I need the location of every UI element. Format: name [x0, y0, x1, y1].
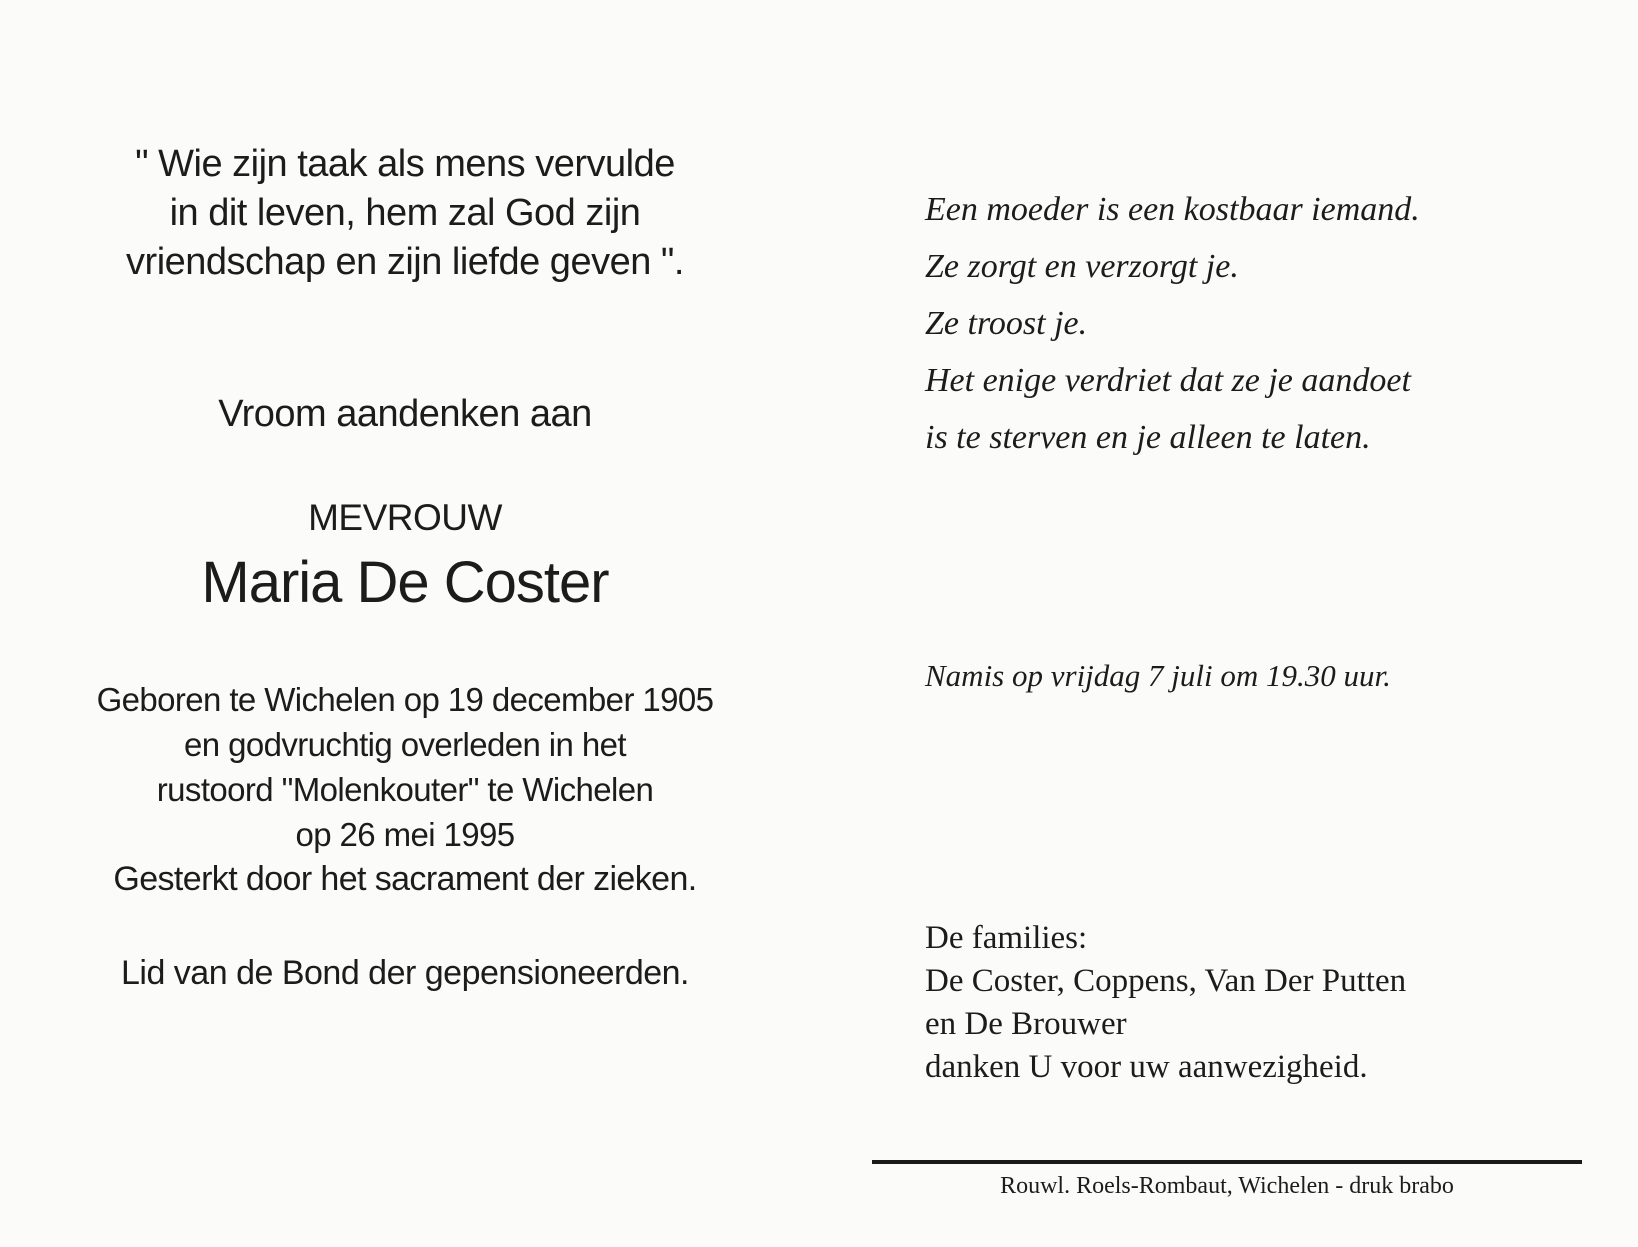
membership-note: Lid van de Bond der gepensioneerden. — [120, 954, 690, 992]
poem-line: is te sterven en je alleen te laten. — [925, 419, 1371, 456]
families-line: De Coster, Coppens, Van Der Putten — [925, 963, 1407, 999]
printer-credit: Rouwl. Roels-Rombaut, Wichelen - druk brabo — [1000, 1173, 1454, 1199]
biography-line: en godvruchtig overleden in het — [184, 726, 626, 763]
poem-line: Een moeder is een kostbaar iemand. — [925, 191, 1420, 228]
families-thanks — [925, 917, 1406, 1089]
memorial-intro: Vroom aandenken aan — [218, 393, 592, 435]
biography-line: op 26 mei 1995 — [295, 816, 515, 853]
poem-line: Het enige verdriet dat ze je aandoet — [925, 362, 1411, 399]
poem — [925, 181, 1420, 466]
divider-line — [872, 1160, 1582, 1164]
families-line: danken U voor uw aanwezigheid. — [925, 1049, 1368, 1085]
biography-line: rustoord "Molenkouter" te Wichelen — [156, 771, 654, 808]
biography — [60, 677, 750, 902]
honorific: MEVROUW — [308, 497, 502, 538]
poem-line: Ze zorgt en verzorgt je. — [925, 248, 1239, 285]
quote-line: vriendschap en zijn liefde geven ". — [126, 241, 684, 283]
poem-line: Ze troost je. — [925, 305, 1088, 342]
quote-line: in dit leven, hem zal God zijn — [169, 192, 641, 234]
biography-line: Geboren te Wichelen op 19 december 1905 — [96, 681, 714, 718]
families-line: De families: — [925, 920, 1088, 956]
service-notice: Namis op vrijdag 7 juli om 19.30 uur. — [925, 658, 1391, 693]
biography-line: Gesterkt door het sacrament der zieken. — [113, 860, 697, 898]
deceased-name: Maria De Coster — [201, 550, 609, 615]
quote-line: " Wie zijn taak als mens vervulde — [135, 143, 675, 185]
opening-quote — [60, 140, 750, 287]
families-line: en De Brouwer — [925, 1006, 1127, 1042]
